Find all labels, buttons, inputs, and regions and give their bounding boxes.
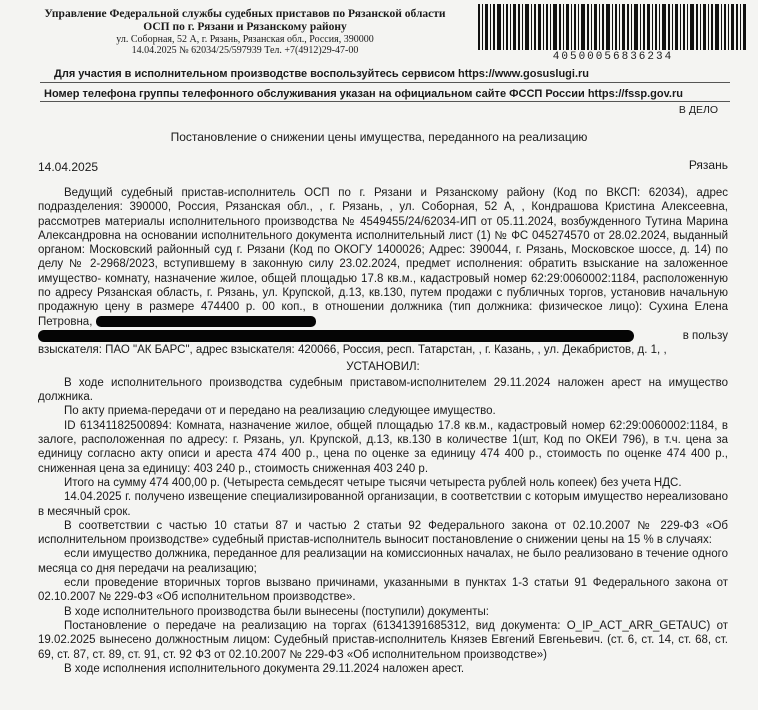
intro-text: Ведущий судебный пристав-исполнитель ОСП по г. Рязани и Рязанскому району (Код по ВКСП: 62034), адрес подразделения: 390000, Россия, Рязанская обл., , г. Рязань, , ул. Соборная, 52 А, , Кондрашова Кристина Алексеевна, рассмотрев материалы исполнительного производства № 4549455/24/62034-ИП от 05.11.2024, возбужденного Тутина Марина Александровна на основании исполнительного документа исполнительный лист (1) № ФС 045274570 от 28.02.2024, выданный органом: Московский районный суд г. Рязани (Код по ОКОГУ 1400026; Адрес: 390044, г. Рязань, Московское шоссе, д. 14) по делу № 2-2968/2023, вступившему в законную силу 23.02.2024, предмет исполнения: обратить взыскание на заложенное имущество- комнату, назначение жилое, общей площадью 17.8 кв.м., кадастровый номер 62:29:0060002:1184, расположенную по адресу Рязанская область, г. Рязань, ул. Крупской, д.13, кв.130, путем продажи с публичных торгов, установив начальную продажную цену в размере 474400 р. 00 коп., в отношении должника (тип должника: физическое лицо): Сухина Елена Петровна,	[38, 187, 728, 328]
issuer-reference: 14.04.2025 № 62034/25/597939 Тел. +7(4912)29-47-00	[131, 45, 359, 56]
phone-service-line: Номер телефона группы телефонного обслуживания указан на официальном сайте ФССП России https://fssp.gov.ru	[44, 88, 683, 100]
creditor-paragraph: взыскателя: ПАО "АК БАРС", адрес взыскателя: 420066, Россия, респ. Татарстан, , г. Казань, , ул. Декабристов, д. 1, ,	[38, 344, 667, 357]
v-polzu-text: в пользу	[682, 329, 728, 342]
intro-continuation	[38, 329, 728, 343]
issuer-department: ОСП по г. Рязани и Рязанскому району	[143, 21, 347, 33]
paragraph-total: Итого на сумму 474 400,00 р. (Четыреста семьдесят четыре тысячи четыреста рублей ноль копеек) без учета НДС.	[64, 476, 682, 489]
paragraph-case-2: если проведение вторичных торгов вызвано причинами, указанными в пунктах 1-3 статьи 91 Федерального закона от 02.10.2007 № 229-ФЗ «Об исполнительном производстве».	[38, 577, 728, 604]
redaction-bar	[38, 330, 634, 342]
paragraph-documents: В ходе исполнительного производства были вынесены (поступили) документы:	[64, 605, 489, 618]
document-title: Постановление о снижении цены имущества, переданного на реализацию	[170, 130, 588, 144]
paragraph-property: ID 61341182500894: Комната, назначение жилое, общей площадью 17.8 кв.м., кадастровый номер 62:29:0060002:1184, в залоге, расположенная по адресу: г. Рязань, ул. Крупской, д.13, кв.130 в количестве 1(шт, Код по ОКЕИ 796), в т.ч. цена за единицу согласно акту описи и ареста 474 400 р., цена по оценке за единицу 474 400 р., стоимость по оценке 474 400 р., сниженная цена за единицу: 403 240 р., стоимость сниженная 403 240 р.	[38, 419, 728, 475]
document-date: 14.04.2025	[38, 160, 99, 174]
redaction-bar	[96, 316, 316, 327]
paragraph-arrest: В ходе исполнительного производства судебным приставом-исполнителем 29.11.2024 наложен арест на имущество должника.	[38, 376, 728, 404]
divider	[40, 82, 730, 83]
issuer-address: ул. Соборная, 52 А, г. Рязань, Рязанская обл., Россия, 390000	[116, 34, 374, 45]
paragraph-case-1: если имущество должника, переданное для реализации на комиссионных началах, не было реализовано в течение одного месяца со дня передачи на реализацию;	[38, 548, 728, 575]
barcode	[478, 4, 748, 50]
issuer-header	[25, 8, 465, 56]
paragraph-resolution: Постановление о передаче на реализацию на торгах (61341391685312, вид документа: O_IP_ACT_ARR_GETAUC) от 19.02.2025 вынесено должностным лицом: Судебный пристав-исполнитель Князев Евгений Евгеньевич. (ст. 6, ст. 14, ст. 68, ст. 69, ст. 87, ст. 89, ст. 91, ст. 92 ФЗ от 02.10.2007 № 229-ФЗ «Об исполнительном производстве»)	[38, 619, 728, 661]
intro-paragraph	[38, 186, 728, 329]
divider	[40, 101, 730, 102]
paragraph-transfer-act: По акту приема-передачи от и передано на реализацию следующее имущество.	[64, 405, 496, 418]
ustanovil-heading: УСТАНОВИЛ:	[346, 360, 420, 373]
issuer-agency: Управление Федеральной службы судебных приставов по Рязанской области	[44, 8, 446, 20]
paragraph-notice: 14.04.2025 г. получено извещение специализированной организации, в соответствии с которым имущество нереализовано в месячный срок.	[38, 491, 728, 518]
gosuslugi-service-line: Для участия в исполнительном производстве воспользуйтесь сервисом https://www.gosuslugi.ru	[54, 68, 590, 80]
document-body	[38, 186, 728, 676]
v-delo-stamp: В ДЕЛО	[678, 104, 718, 116]
paragraph-final: В ходе исполнения исполнительного документа 29.11.2024 наложен арест.	[64, 662, 465, 675]
paragraph-law: В соответствии с частью 10 статьи 87 и частью 2 статьи 92 Федерального закона от 02.10.2007 № 229-ФЗ «Об исполнительном производстве» судебный пристав-исполнитель выносит постановление о снижении цены на 15 % в случаях:	[38, 519, 728, 547]
document-city: Рязань	[688, 158, 728, 172]
barcode-number: 40500056836234	[552, 51, 674, 63]
